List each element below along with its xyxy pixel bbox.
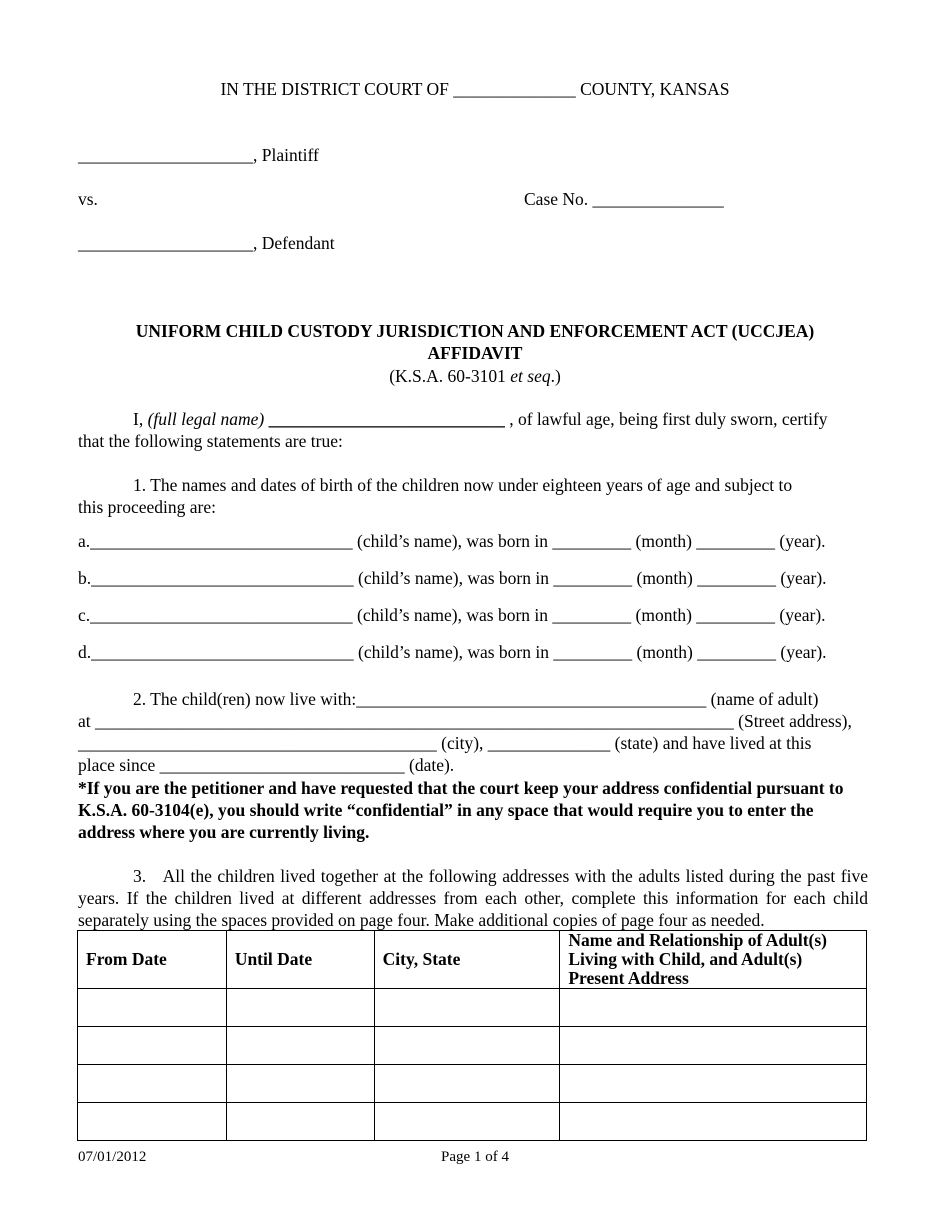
col-until-date: Until Date — [226, 931, 374, 989]
table-cell[interactable] — [374, 1027, 560, 1065]
defendant-line: ____________________, Defendant — [78, 233, 335, 253]
table-cell[interactable] — [78, 1027, 227, 1065]
table-cell[interactable] — [226, 1027, 374, 1065]
form-title: UNIFORM CHILD CUSTODY JURISDICTION AND ENFORCEMENT ACT (UCCJEA) — [135, 321, 815, 341]
table-cell[interactable] — [78, 1103, 227, 1141]
table-cell[interactable] — [226, 1103, 374, 1141]
table-cell[interactable] — [560, 1027, 867, 1065]
section3-text: All the children lived together at the following addresses with the adults listed during the past five years. If the children lived at different addresses from each other, complete this information for each child separately using the spaces provided on page four. Make additional copies of page four as needed. — [78, 866, 869, 930]
table-cell[interactable] — [374, 989, 560, 1027]
form-subtitle: AFFIDAVIT — [427, 343, 523, 363]
form-revision-date: 07/01/2012 — [78, 1149, 147, 1165]
child-entry-c[interactable]: c.______________________________ (child’s name), was born in _________ (month) _________ (year). — [78, 605, 826, 625]
section1-line-1: 1. The names and dates of birth of the children now under eighteen years of age and subject to — [133, 475, 793, 495]
address-history-table — [77, 930, 867, 1141]
table-cell[interactable] — [560, 1065, 867, 1103]
citation-text: (K.S.A. 60-3101 — [389, 366, 511, 386]
table-cell[interactable] — [560, 1103, 867, 1141]
table-cell[interactable] — [560, 989, 867, 1027]
table-cell[interactable] — [78, 989, 227, 1027]
table-cell[interactable] — [374, 1065, 560, 1103]
citation-end: .) — [550, 366, 561, 386]
section2-line-1[interactable]: 2. The child(ren) now live with:________________________________________ (name of adult) — [133, 689, 819, 709]
section2-line-3[interactable]: _________________________________________ (city), ______________ (state) and have lived at this — [78, 733, 812, 753]
court-caption: IN THE DISTRICT COURT OF ______________ COUNTY, KANSAS — [220, 79, 730, 99]
intro-line-1 — [133, 409, 828, 430]
table-row — [78, 1103, 867, 1141]
versus-label: vs. — [78, 189, 98, 209]
col-from-date: From Date — [78, 931, 227, 989]
col-adult-info: Name and Relationship of Adult(s) Living with Child, and Adult(s) Present Address — [560, 931, 867, 989]
table-cell[interactable] — [226, 1065, 374, 1103]
intro-rest: , of lawful age, being first duly sworn, certify — [504, 409, 828, 429]
table-cell[interactable] — [78, 1065, 227, 1103]
full-name-blank[interactable]: ___________________________ — [268, 409, 505, 429]
section2-line-2[interactable]: at _________________________________________________________________________ (Street address), — [78, 711, 852, 731]
child-entry-b[interactable]: b.______________________________ (child’s name), was born in _________ (month) _________ (year). — [78, 568, 827, 588]
case-number-line: Case No. _______________ — [524, 189, 724, 209]
section3-paragraph — [78, 865, 868, 931]
statute-citation — [0, 366, 950, 387]
table-row — [78, 989, 867, 1027]
child-entry-a[interactable]: a.______________________________ (child’s name), was born in _________ (month) _________ (year). — [78, 531, 826, 551]
intro-prefix: I, — [133, 409, 148, 429]
section3-number: 3. — [133, 866, 147, 886]
table-row — [78, 1065, 867, 1103]
intro-line-2: that the following statements are true: — [78, 431, 343, 451]
confidential-address-note: *If you are the petitioner and have requested that the court keep your address confidential pursuant to K.S.A. 60-3104(e), you should write “confidential” in any space that would require you to enter the address where you are currently living. — [78, 778, 844, 842]
citation-italic: et seq — [510, 366, 551, 386]
page-number: Page 1 of 4 — [441, 1149, 509, 1165]
plaintiff-line: ____________________, Plaintiff — [78, 145, 319, 165]
col-city-state: City, State — [374, 931, 560, 989]
table-cell[interactable] — [226, 989, 374, 1027]
full-name-label: (full legal name) — [147, 409, 265, 429]
section2-line-4[interactable]: place since ____________________________ (date). — [78, 755, 455, 775]
table-header-row — [78, 931, 867, 989]
child-entry-d[interactable]: d.______________________________ (child’s name), was born in _________ (month) _________ (year). — [78, 642, 827, 662]
table-cell[interactable] — [374, 1103, 560, 1141]
table-row — [78, 1027, 867, 1065]
section1-line-2: this proceeding are: — [78, 497, 217, 517]
